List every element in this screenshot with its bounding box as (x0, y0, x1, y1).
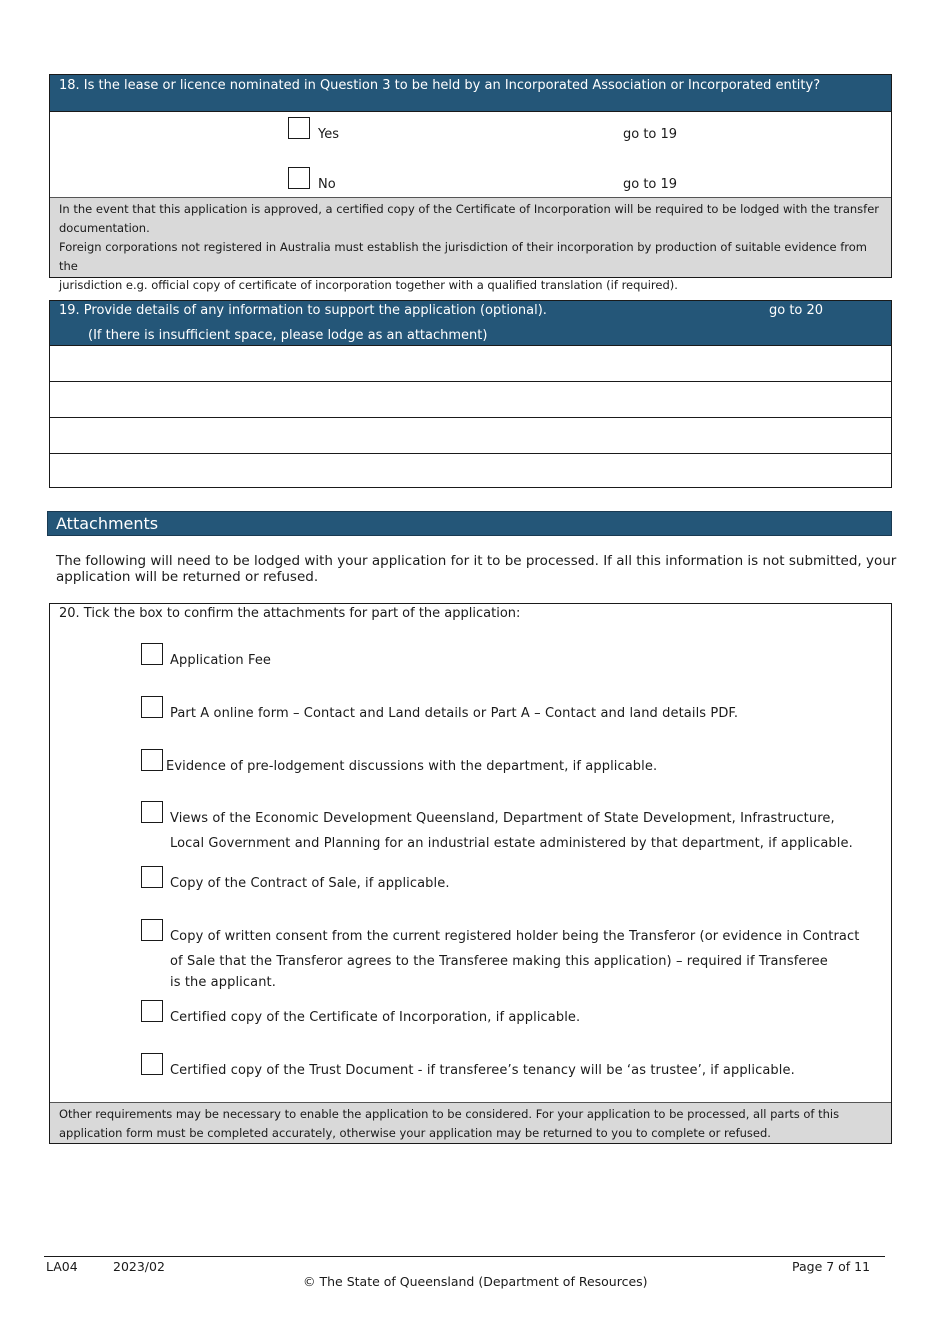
pre-lodgement-checkbox[interactable] (141, 749, 163, 771)
q20-note-line: application form must be completed accurately, otherwise your application may be returned to you to complete or refused. (59, 1126, 771, 1140)
footer-copyright: © The State of Queensland (Department of Resources) (303, 1274, 648, 1289)
application-fee-label: Application Fee (170, 653, 272, 668)
q19-header (50, 301, 891, 345)
footer-rule (44, 1256, 885, 1257)
q18-no-label: No (318, 177, 336, 192)
part-a-form-checkbox[interactable] (141, 696, 163, 718)
q19-question: 19. Provide details of any information to support the application (optional). (59, 303, 547, 318)
q20-note (50, 1102, 891, 1143)
q18-yes-goto: go to 19 (623, 127, 678, 142)
certificate-of-incorporation-checkbox[interactable] (141, 1000, 163, 1022)
q20-note-line: Other requirements may be necessary to enable the application to be considered. For your application to be processed, all parts of this (59, 1107, 840, 1121)
edq-views-checkbox[interactable] (141, 801, 163, 823)
edq-views-label-line-2: Local Government and Planning for an industrial estate administered by that department, if applicable. (170, 836, 853, 851)
q18-note-line: In the event that this application is approved, a certified copy of the Certificate of Incorporation will be required to be lodged with the transfer (59, 202, 879, 216)
q18-note (50, 197, 891, 292)
written-consent-label-line-2: of Sale that the Transferor agrees to the Transferee making this application) – required if Transferee (170, 954, 828, 969)
footer-form-code: LA04 (46, 1259, 78, 1274)
q18-question: 18. Is the lease or licence nominated in Question 3 to be held by an Incorporated Association or Incorporated entity? (59, 78, 821, 93)
q19-answer-row-1[interactable] (50, 345, 891, 382)
contract-of-sale-label: Copy of the Contract of Sale, if applicable. (170, 876, 450, 891)
written-consent-label-line-1: Copy of written consent from the current registered holder being the Transferor (or evidence in Contract (170, 929, 860, 944)
q19-answer-row-4[interactable] (50, 453, 891, 488)
part-a-form-label: Part A online form – Contact and Land details or Part A – Contact and land details PDF. (170, 706, 739, 721)
attachments-intro (56, 553, 896, 585)
q18-no-checkbox[interactable] (288, 167, 310, 189)
contract-of-sale-checkbox[interactable] (141, 866, 163, 888)
edq-views-label-line-1: Views of the Economic Development Queensland, Department of State Development, Infrastructure, (170, 811, 835, 826)
q18-note-line: documentation. (59, 221, 150, 235)
application-fee-checkbox[interactable] (141, 643, 163, 665)
attachments-banner (47, 511, 892, 536)
trust-document-checkbox[interactable] (141, 1053, 163, 1075)
q19-goto: go to 20 (769, 303, 824, 318)
q18-section (49, 74, 892, 292)
pre-lodgement-label: Evidence of pre-lodgement discussions with the department, if applicable. (166, 759, 658, 774)
q18-yes-checkbox[interactable] (288, 117, 310, 139)
q18-no-goto: go to 19 (623, 177, 678, 192)
q19-answer-row-3[interactable] (50, 417, 891, 454)
footer-version: 2023/02 (113, 1259, 165, 1274)
q18-header (50, 75, 891, 111)
q18-note-line: Foreign corporations not registered in Australia must establish the jurisdiction of their incorporation by production of suitable evidence from the (59, 240, 867, 273)
q19-answer-row-2[interactable] (50, 381, 891, 418)
attachments-intro-line: application will be returned or refused. (56, 569, 319, 585)
written-consent-checkbox[interactable] (141, 919, 163, 941)
footer-page-number: Page 7 of 11 (792, 1259, 871, 1274)
q19-subtext: (If there is insufficient space, please lodge as an attachment) (88, 328, 488, 343)
certificate-of-incorporation-label: Certified copy of the Certificate of Incorporation, if applicable. (170, 1010, 581, 1025)
attachments-intro-line: The following will need to be lodged with your application for it to be processed. If all this information is not submitted, your (56, 553, 897, 569)
trust-document-label: Certified copy of the Trust Document - if transferee’s tenancy will be ‘as trustee’, if applicable. (170, 1063, 795, 1078)
q18-note-line: jurisdiction e.g. official copy of certificate of incorporation together with a qualified translation (if required). (59, 278, 678, 292)
q18-yes-label: Yes (318, 127, 339, 142)
attachments-title: Attachments (56, 514, 159, 533)
q19-section (49, 300, 892, 488)
q20-question: 20. Tick the box to confirm the attachments for part of the application: (59, 606, 521, 621)
written-consent-label-line-3: is the applicant. (170, 975, 276, 990)
q20-section (49, 603, 892, 1144)
q18-header-rule (50, 111, 891, 112)
